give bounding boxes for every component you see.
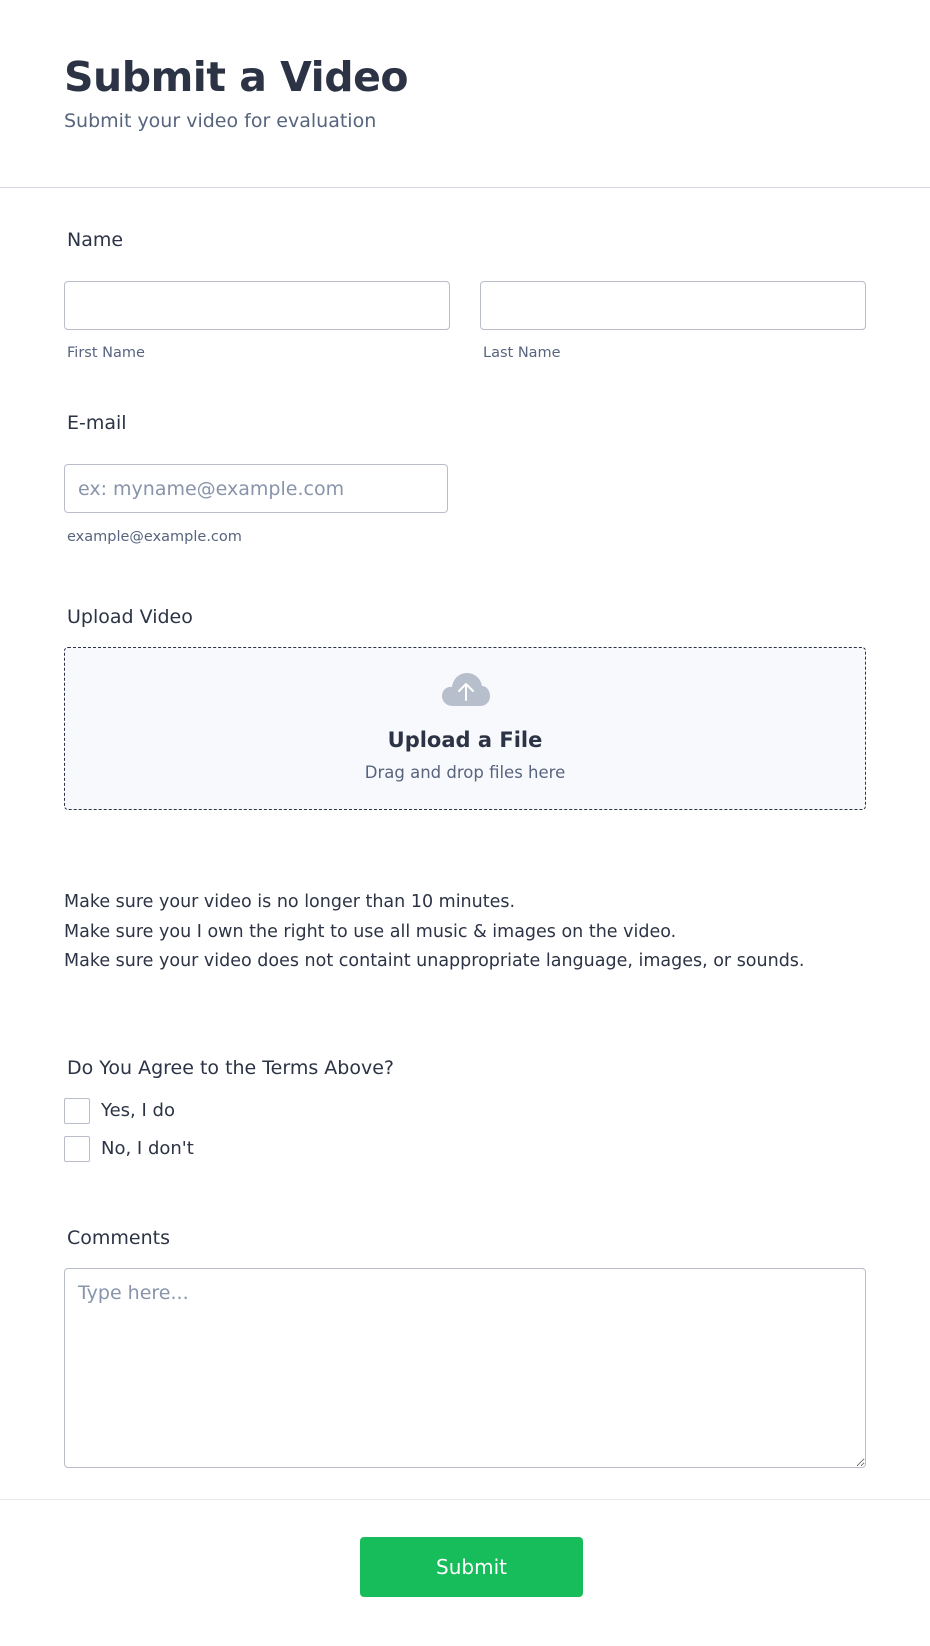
- submit-button[interactable]: Submit: [360, 1537, 583, 1597]
- page-title: Submit a Video: [64, 53, 409, 101]
- upload-label: Upload Video: [67, 606, 193, 628]
- upload-title: Upload a File: [387, 728, 543, 752]
- email-sublabel: example@example.com: [67, 529, 242, 545]
- agree-option-label: No, I don't: [101, 1138, 194, 1159]
- last-name-input[interactable]: [480, 281, 866, 330]
- agree-option-label: Yes, I do: [101, 1100, 175, 1121]
- comments-textarea[interactable]: [64, 1268, 866, 1468]
- terms-line: Make sure you I own the right to use all music & images on the video.: [64, 922, 677, 942]
- first-name-sublabel: First Name: [67, 345, 145, 361]
- email-label: E-mail: [67, 412, 127, 434]
- form-header: [0, 0, 930, 188]
- checkbox[interactable]: [64, 1136, 90, 1162]
- page-subtitle: Submit your video for evaluation: [64, 110, 377, 132]
- email-input[interactable]: [64, 464, 448, 513]
- comments-label: Comments: [67, 1227, 170, 1249]
- name-label: Name: [67, 229, 124, 251]
- terms-line: Make sure your video does not containt unappropriate language, images, or sounds.: [64, 951, 805, 971]
- first-name-input[interactable]: [64, 281, 450, 330]
- cloud-upload-icon: [441, 672, 491, 708]
- upload-dropzone[interactable]: [64, 647, 866, 810]
- agree-label: Do You Agree to the Terms Above?: [67, 1057, 394, 1079]
- checkbox[interactable]: [64, 1098, 90, 1124]
- upload-hint: Drag and drop files here: [364, 763, 566, 782]
- footer-divider: [0, 1499, 930, 1500]
- terms-line: Make sure your video is no longer than 10 minutes.: [64, 892, 516, 912]
- last-name-sublabel: Last Name: [483, 345, 561, 361]
